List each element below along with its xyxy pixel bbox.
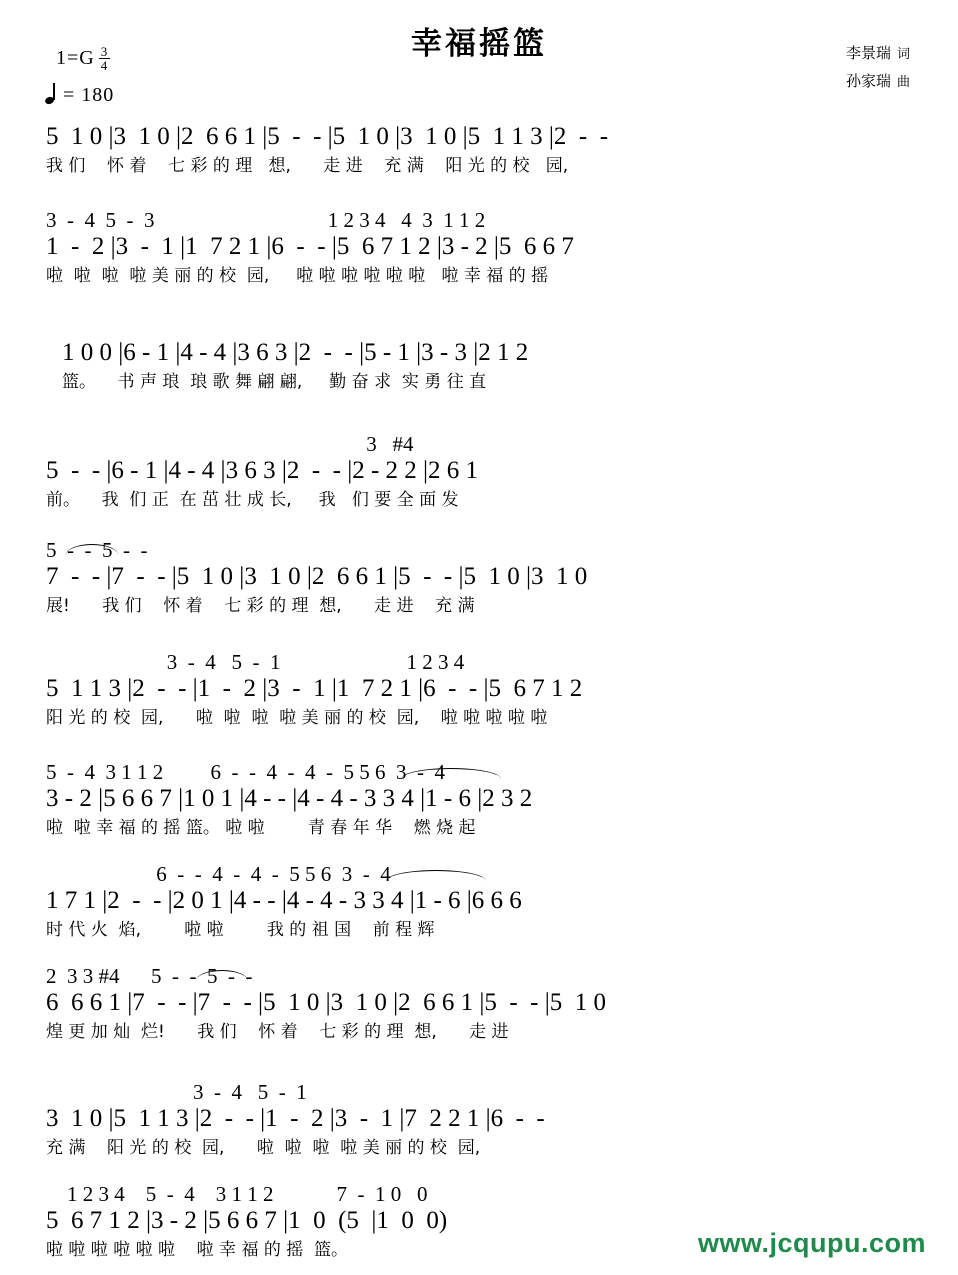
music-system-4 bbox=[46, 432, 916, 514]
upper-note-row: 3 - 4 5 - 1 1 2 3 4 bbox=[46, 650, 465, 674]
music-system-3 bbox=[62, 338, 932, 396]
tempo-marking bbox=[45, 84, 114, 107]
key-label: 1= bbox=[56, 47, 80, 70]
lyric-row: 前。 我 们 正 在 茁 壮 成 长, 我 们 要 全 面 发 bbox=[46, 490, 459, 510]
lyric-row: 啦 啦 啦 啦 啦 啦 啦 幸 福 的 摇 篮。 bbox=[46, 1240, 349, 1260]
music-system-1 bbox=[46, 122, 916, 180]
key-signature bbox=[56, 46, 110, 73]
lyric-row: 篮。 书 声 琅 琅 歌 舞 翩 翩, 勤 奋 求 实 勇 往 直 bbox=[62, 372, 487, 392]
note-row: 7 - - |7 - - |5 1 0 |3 1 0 |2 6 6 1 |5 - - |5 1 0 |3 1 0 bbox=[46, 563, 588, 590]
upper-note-row: 2 3 3 #4 5 - - 5 - - bbox=[46, 964, 253, 988]
music-system-5 bbox=[46, 538, 916, 620]
composer-credit bbox=[846, 68, 910, 96]
upper-note-row: 5 - 4 3 1 1 2 6 - - 4 - 4 - 5 5 6 3 - 4 bbox=[46, 760, 445, 784]
website-watermark: www.jcqupu.com bbox=[697, 1228, 926, 1258]
music-system-9 bbox=[46, 964, 916, 1046]
music-system-2 bbox=[46, 208, 916, 290]
upper-note-row: 1 2 3 4 5 - 4 3 1 1 2 7 - 1 0 0 bbox=[46, 1182, 428, 1206]
lyric-row: 展! 我 们 怀 着 七 彩 的 理 想, 走 进 充 满 bbox=[46, 596, 475, 616]
note-row: 3 1 0 |5 1 1 3 |2 - - |1 - 2 |3 - 1 |7 2 2 1 |6 - - bbox=[46, 1105, 545, 1132]
composer-role: 曲 bbox=[896, 75, 910, 90]
lyric-row: 阳 光 的 校 园, 啦 啦 啦 啦 美 丽 的 校 园, 啦 啦 啦 啦 啦 bbox=[46, 708, 548, 728]
time-signature bbox=[99, 45, 111, 72]
note-row: 1 7 1 |2 - - |2 0 1 |4 - - |4 - 4 - 3 3 4 |1 - 6 |6 6 6 bbox=[46, 887, 522, 914]
upper-note-row: 3 - 4 5 - 1 bbox=[46, 1080, 307, 1104]
credits-block bbox=[846, 40, 910, 96]
lyric-row: 充 满 阳 光 的 校 园, 啦 啦 啦 啦 美 丽 的 校 园, bbox=[46, 1138, 481, 1158]
lyric-row: 时 代 火 焰, 啦 啦 我 的 祖 国 前 程 辉 bbox=[46, 920, 435, 940]
lyric-row: 啦 啦 幸 福 的 摇 篮。 啦 啦 青 春 年 华 燃 烧 起 bbox=[46, 818, 476, 838]
lyricist-name: 李景瑞 bbox=[845, 44, 891, 62]
tempo-bpm: 180 bbox=[81, 84, 115, 106]
upper-note-row: 3 #4 bbox=[46, 432, 414, 456]
music-system-6 bbox=[46, 650, 916, 732]
key-tonic: G bbox=[79, 47, 95, 70]
lyricist-role: 词 bbox=[896, 47, 910, 62]
upper-note-row: 3 - 4 5 - 3 1 2 3 4 4 3 1 1 2 bbox=[46, 208, 486, 232]
music-system-8 bbox=[46, 862, 916, 944]
note-row: 5 1 1 3 |2 - - |1 - 2 |3 - 1 |1 7 2 1 |6 - - |5 6 7 1 2 bbox=[46, 675, 583, 702]
page-title: 幸福摇篮 bbox=[411, 26, 547, 62]
upper-note-row: 5 - - 5 - - bbox=[46, 538, 148, 562]
note-row: 1 - 2 |3 - 1 |1 7 2 1 |6 - - |5 6 7 1 2 |3 - 2 |5 6 6 7 bbox=[46, 233, 574, 260]
music-system-7 bbox=[46, 760, 916, 842]
note-row: 5 - - |6 - 1 |4 - 4 |3 6 3 |2 - - |2 - 2 2 |2 6 1 bbox=[46, 457, 479, 484]
music-system-10 bbox=[46, 1080, 916, 1162]
time-signature-denominator: 4 bbox=[100, 58, 109, 73]
note-row: 5 1 0 |3 1 0 |2 6 6 1 |5 - - |5 1 0 |3 1 0 |5 1 1 3 |2 - - bbox=[46, 123, 609, 150]
lyricist-credit bbox=[846, 40, 910, 68]
tempo-equals: = bbox=[63, 84, 76, 106]
quarter-note-icon bbox=[45, 86, 57, 104]
lyric-row: 煌 更 加 灿 烂! 我 们 怀 着 七 彩 的 理 想, 走 进 bbox=[46, 1022, 509, 1042]
upper-note-row: 6 - - 4 - 4 - 5 5 6 3 - 4 bbox=[46, 862, 391, 886]
lyric-row: 啦 啦 啦 啦 美 丽 的 校 园, 啦 啦 啦 啦 啦 啦 啦 幸 福 的 摇 bbox=[46, 266, 549, 286]
note-row: 1 0 0 |6 - 1 |4 - 4 |3 6 3 |2 - - |5 - 1 |3 - 3 |2 1 2 bbox=[62, 339, 529, 366]
note-row: 5 6 7 1 2 |3 - 2 |5 6 6 7 |1 0 (5 |1 0 0) bbox=[46, 1207, 448, 1234]
note-row: 6 6 6 1 |7 - - |7 - - |5 1 0 |3 1 0 |2 6 6 1 |5 - - |5 1 0 bbox=[46, 989, 606, 1016]
lyric-row: 我 们 怀 着 七 彩 的 理 想, 走 进 充 满 阳 光 的 校 园, bbox=[46, 156, 569, 176]
time-signature-numerator: 3 bbox=[100, 44, 109, 59]
note-row: 3 - 2 |5 6 6 7 |1 0 1 |4 - - |4 - 4 - 3 3 4 |1 - 6 |2 3 2 bbox=[46, 785, 533, 812]
composer-name: 孙家瑞 bbox=[845, 72, 891, 90]
